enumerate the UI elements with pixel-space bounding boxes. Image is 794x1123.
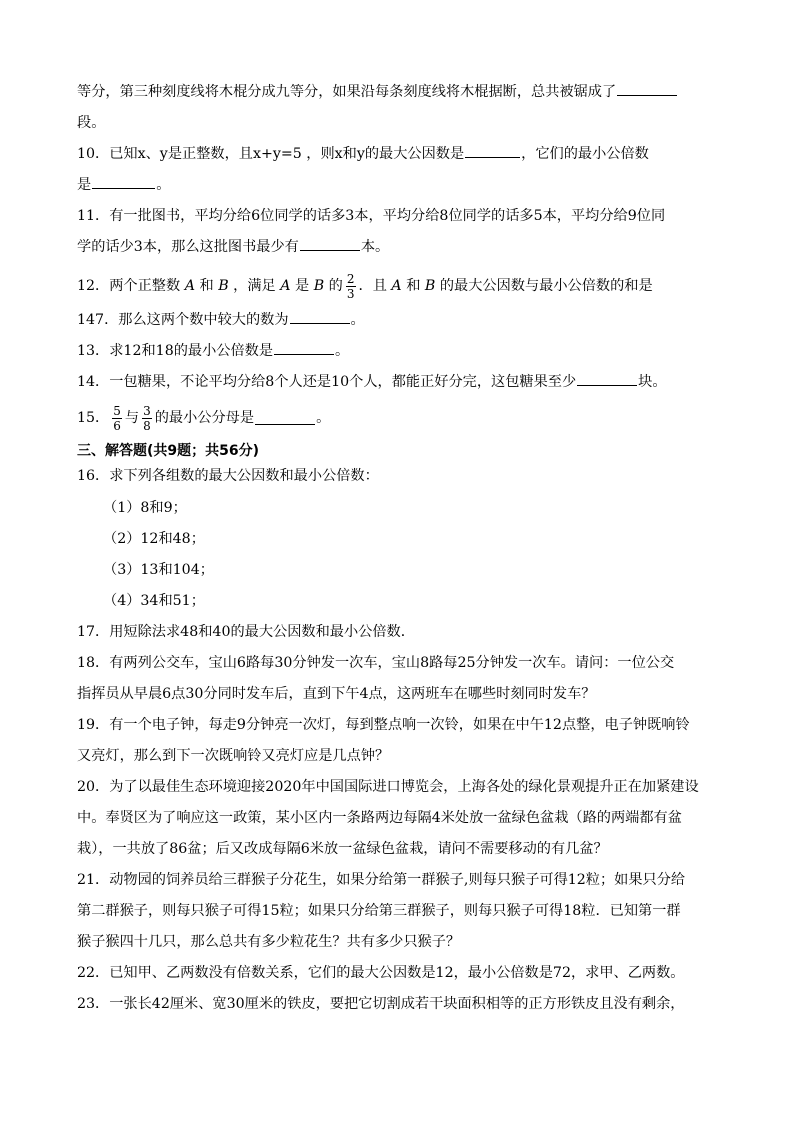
q16-item-4: （4）34和51； <box>103 593 205 609</box>
q15-text-d: 。 <box>316 410 331 426</box>
question-20-line2 <box>77 808 682 828</box>
q20-line2: 中。奉贤区为了响应这一政策，某小区内一条路两边每隔4米处放一盆绿色盆栽（路的两端都有盆 <box>77 810 682 826</box>
q23-text: 23．一张长42厘米、宽30厘米的铁皮，要把它切割成若干块面积相等的正方形铁皮且没有剩余， <box>77 996 685 1012</box>
var-a: A <box>280 278 291 294</box>
answer-blank <box>300 238 360 251</box>
fraction-five-sixths <box>112 404 122 433</box>
q10-text-b: ，它们的最小公倍数 <box>521 146 649 162</box>
q10-text-a: 10．已知x、y是正整数，且x+y=5 ，则x和y的最大公因数是 <box>77 146 465 162</box>
question-10 <box>77 144 649 164</box>
q12-text-d: 是 <box>295 278 310 294</box>
fraction-three-eighths <box>142 404 152 433</box>
question-13 <box>77 341 349 361</box>
q11-line1: 11．有一批图书，平均分给6位同学的话多3本，平均分给8位同学的话多5本，平均分给9位同 <box>77 208 666 224</box>
q16-text: 16．求下列各组数的最大公因数和最小公倍数： <box>77 468 379 484</box>
var-b: B <box>218 278 229 294</box>
q21-line3: 猴子猴四十几只，那么总共有多少粒花生？共有多少只猴子？ <box>77 934 461 950</box>
q16-item <box>103 529 205 549</box>
q17-text: 17．用短除法求48和40的最大公因数和最小公倍数． <box>77 624 415 640</box>
question-18 <box>77 653 674 673</box>
question-18-line2 <box>77 684 595 704</box>
question-19-line2 <box>77 746 389 766</box>
q14-text-b: 块。 <box>638 374 667 390</box>
question-12 <box>77 268 653 304</box>
answer-blank <box>274 342 334 355</box>
question-19 <box>77 715 690 735</box>
question-10-line2 <box>77 175 170 195</box>
q20-line3: 栽），一共放了86盆；后又改成每隔6米放一盆绿色盆栽，请问不需要移动的有几盆？ <box>77 841 608 857</box>
q19-line1: 19．有一个电子钟，每走9分钟亮一次灯，每到整点响一次铃，如果在中午12点整，电子钟既响铃 <box>77 717 690 733</box>
question-14 <box>77 372 667 392</box>
fraction-numerator: 2 <box>346 271 355 286</box>
q13-text-a: 13．求12和18的最小公倍数是 <box>77 343 274 359</box>
question-15 <box>77 400 330 436</box>
answer-blank <box>255 412 315 425</box>
q21-line2: 第二群猴子，则每只猴子可得15粒；如果只分给第三群猴子，则每只猴子可得18粒．已知第一群 <box>77 903 681 919</box>
section-title: 三、解答题(共9题；共56分) <box>77 443 260 459</box>
q9-end-line <box>77 113 105 133</box>
q12-text-and: 和 <box>406 278 421 294</box>
answer-blank <box>577 373 637 386</box>
fraction-numerator: 5 <box>113 403 121 418</box>
q9-continued-line <box>77 82 678 102</box>
q12-text-e: 的 <box>328 278 343 294</box>
q11-text-a: 学的话少3本，那么这批图书最少有 <box>77 239 299 255</box>
answer-blank <box>465 145 520 158</box>
q15-text-c: 的最小公分母是 <box>154 410 255 426</box>
question-16 <box>77 466 379 486</box>
q19-line2: 又亮灯，那么到下一次既响铃又亮灯应是几点钟？ <box>77 748 390 764</box>
q12-line2-b: 。 <box>350 312 365 328</box>
var-a: A <box>184 278 195 294</box>
q12-text-f: ．且 <box>358 278 387 294</box>
q16-item-2: （2）12和48； <box>103 531 205 547</box>
q18-line1: 18．有两列公交车，宝山6路每30分钟发一次车，宝山8路每25分钟发一次车。请问：一位公交 <box>77 655 675 671</box>
answer-blank <box>617 83 677 96</box>
fraction-denominator: 6 <box>113 418 121 433</box>
q16-item <box>103 498 187 518</box>
question-21 <box>77 870 685 890</box>
question-20 <box>77 777 699 797</box>
question-20-line3 <box>77 839 608 859</box>
var-a: A <box>391 278 402 294</box>
q21-line1: 21．动物园的饲养员给三群猴子分花生，如果分给第一群猴子,则每只猴子可得12粒；如果只分给 <box>77 872 686 888</box>
question-22 <box>77 963 684 983</box>
q10-text-d: 。 <box>156 177 171 193</box>
q15-text-b: 与 <box>124 410 140 426</box>
q11-text-b: 本。 <box>360 239 390 255</box>
q12-text-a: 12．两个正整数 <box>77 278 181 294</box>
question-21-line2 <box>77 901 681 921</box>
fraction-denominator: 8 <box>143 418 151 433</box>
question-12-line2 <box>77 310 365 330</box>
q18-line2: 指挥员从早晨6点30分同时发车后，直到下午4点，这两班车在哪些时刻同时发车？ <box>77 686 596 702</box>
q10-text-c: 是 <box>77 177 92 193</box>
q9-text: 等分，第三种刻度线将木棍分成九等分，如果沿每条刻度线将木棍据断，总共被锯成了 <box>77 84 617 100</box>
question-23 <box>77 994 684 1014</box>
q12-text-c: ，满足 <box>233 278 276 294</box>
q13-text-b: 。 <box>335 343 350 359</box>
section-3-heading <box>77 441 259 461</box>
q16-item-3: （3）13和104； <box>103 562 214 578</box>
q12-line2-a: 147．那么这两个数中较大的数为 <box>77 312 289 328</box>
question-11-line2 <box>77 237 389 257</box>
q12-text-g: 的最大公因数与最小公倍数的和是 <box>439 278 653 294</box>
var-b: B <box>313 278 325 294</box>
q14-text-a: 14．一包糖果，不论平均分给8个人还是10个人，都能正好分完，这包糖果至少 <box>77 374 577 390</box>
var-b: B <box>424 278 436 294</box>
question-21-line3 <box>77 932 460 952</box>
q12-text-b: 和 <box>199 278 214 294</box>
fraction-numerator: 3 <box>143 403 151 418</box>
question-17 <box>77 622 415 642</box>
answer-blank <box>92 176 155 189</box>
q22-text: 22．已知甲、乙两数没有倍数关系，它们的最大公因数是12，最小公倍数是72，求甲、乙两数。 <box>77 965 685 981</box>
q16-item-1: （1）8和9； <box>103 500 187 516</box>
q20-line1: 20．为了以最佳生态环境迎接2020年中国国际进口博览会，上海各处的绿化景观提升正在加紧建设 <box>77 779 699 795</box>
fraction-denominator: 3 <box>346 286 355 301</box>
fraction-two-thirds <box>346 272 356 301</box>
q16-item <box>103 591 205 611</box>
q15-text-a: 15． <box>77 410 110 426</box>
question-11 <box>77 206 665 226</box>
q9-end-text: 段。 <box>77 115 106 131</box>
q16-item <box>103 560 214 580</box>
answer-blank <box>290 311 350 324</box>
